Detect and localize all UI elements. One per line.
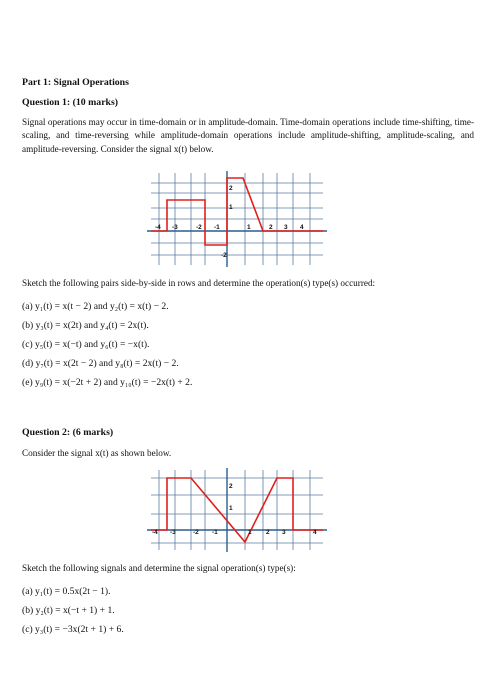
question-2-item-a: (a) y₁(t) = 0.5x(2t − 1). <box>22 586 111 597</box>
x-tick-label: -2 <box>193 529 199 536</box>
y-tick-label: -2 <box>221 252 227 259</box>
y-tick-label: 1 <box>229 204 233 211</box>
y-tick-label: 2 <box>229 185 233 192</box>
x-tick-label: 3 <box>282 529 286 536</box>
question-2-title: Question 2: (6 marks) <box>22 427 114 438</box>
x-tick-label: 1 <box>247 224 251 231</box>
part-title: Part 1: Signal Operations <box>22 77 129 88</box>
x-tick-label: 4 <box>300 224 304 231</box>
x-tick-label: 2 <box>266 529 270 536</box>
x-tick-label: -1 <box>214 224 220 231</box>
x-tick-label: -3 <box>170 529 176 536</box>
x-tick-label: -3 <box>172 224 178 231</box>
x-tick-label: 1 <box>248 529 252 536</box>
question-2-intro: Consider the signal x(t) as shown below. <box>22 448 172 458</box>
question-1-item-e: (e) y₉(t) = x(−2t + 2) and y₁₀(t) = −2x(t) + 2. <box>22 377 193 388</box>
y-tick-label: 1 <box>229 505 233 512</box>
x-tick-label: 3 <box>284 224 288 231</box>
question-2-instruction: Sketch the following signals and determine the signal operation(s) type(s): <box>22 563 296 573</box>
y-tick-label: 2 <box>229 483 233 490</box>
question-1-item-d: (d) y₇(t) = x(2t − 2) and y₈(t) = 2x(t) − 2. <box>22 358 179 369</box>
question-1-item-c: (c) y₅(t) = x(−t) and y₆(t) = −x(t). <box>22 339 150 350</box>
question-1-intro: Signal operations may occur in time-domain or in amplitude-domain. Time-domain operations include time-shifting, time-scaling, and time-reversing while amplitude-domain operations include amplitude-shifting, amplitude-scaling, and amplitude-reversing. Consider the signal x(t) below. <box>22 117 474 154</box>
question-1-instruction: Sketch the following pairs side-by-side in rows and determine the operation(s) type(s) occurred: <box>22 278 376 288</box>
x-tick-label: 2 <box>269 224 273 231</box>
x-tick-label: -2 <box>196 224 202 231</box>
question-2-item-c: (c) y₃(t) = −3x(2t + 1) + 6. <box>22 624 124 635</box>
question-1-item-a: (a) y₁(t) = x(t − 2) and y₂(t) = x(t) − 2. <box>22 301 169 312</box>
x-tick-label: -4 <box>152 529 158 536</box>
x-tick-label: 4 <box>313 529 317 536</box>
question-2-signal-graph <box>145 466 330 554</box>
question-1-signal-graph <box>145 169 330 269</box>
question-1-title: Question 1: (10 marks) <box>22 97 119 108</box>
x-tick-label: -1 <box>212 529 218 536</box>
question-1-item-b: (b) y₃(t) = x(2t) and y₄(t) = 2x(t). <box>22 320 149 331</box>
question-2-item-b: (b) y₂(t) = x(−t + 1) + 1. <box>22 605 115 616</box>
x-tick-label: -4 <box>155 224 161 231</box>
